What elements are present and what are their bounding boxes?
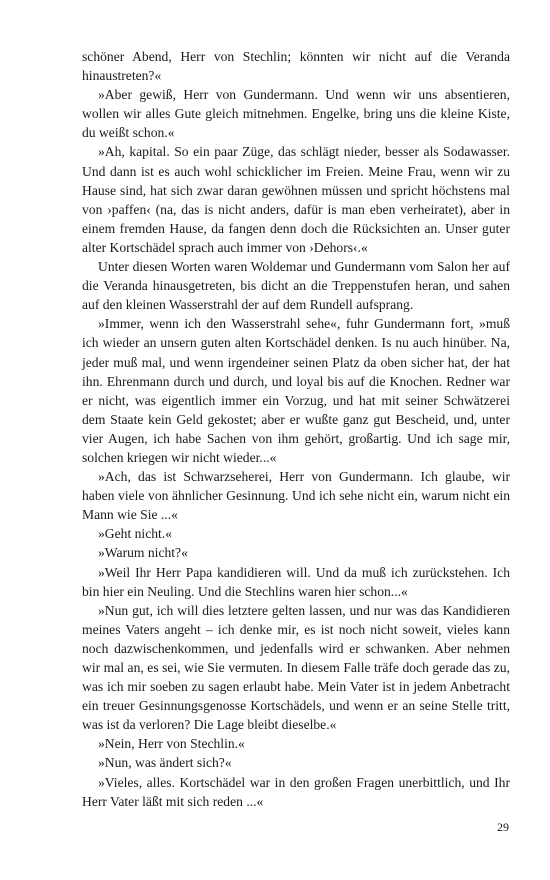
paragraph: »Aber gewiß, Herr von Gundermann. Und wenn wir uns absentieren, wollen wir alles Gute gleich mitnehmen. Engelke, bring uns die kleine Kiste, du weißt schon.« [82,87,510,141]
paragraph: »Ach, das ist Schwarzseherei, Herr von Gundermann. Ich glaube, wir haben viele von ähnlicher Gesinnung. Und ich sehe nicht ein, warum nicht ein Mann wie Sie ...« [82,469,510,523]
paragraph: »Vieles, alles. Kortschädel war in den großen Fragen unerbittlich, und Ihr Herr Vater läßt mit sich reden ...« [82,774,510,809]
paragraph: »Nun gut, ich will dies letztere gelten lassen, und nur was das Kandidieren meines Vaters angeht – ich denke mir, es ist noch nicht soweit, vieles kann noch dazwischenkommen, und jedenfalls wird er schwanken. Aber nehmen wir mal an, es sei, wie Sie vermuten. In diesem Falle träfe doch gerade das zu, was ich mir soeben zu sagen erlaubt habe. Mein Vater ist in jedem Anbetracht ein treuer Gesinnungsgenosse Kortschädels, und wenn er an seine Stelle tritt, was ist da verloren? Die Lage bleibt dieselbe.« [82,602,510,733]
body-text [82,47,510,811]
paragraph: »Ah, kapital. So ein paar Züge, das schlägt nieder, besser als Sodawasser. Und dann ist es auch wohl schicklicher im Freien. Meine Frau, wenn wir zu Hause sind, hat sich zwar daran gewöhnen müssen und spricht höchstens mal von ›paffen‹ (na, das is nicht anders, dafür is man eben verheiratet), aber in einem fremden Hause, da fangen denn doch die Rücksichten an. Unser guter alter Kortschädel sprach auch immer von ›Dehors‹.« [82,144,510,255]
page-number: 29 [497,820,509,834]
paragraph: »Geht nicht.« [98,526,172,542]
paragraph: »Nein, Herr von Stechlin.« [98,736,245,752]
paragraph: »Weil Ihr Herr Papa kandidieren will. Und da muß ich zurückstehen. Ich bin hier ein Neuling. Und die Stechlins waren hier schon...« [82,564,510,599]
paragraph: »Immer, wenn ich den Wasserstrahl sehe«, fuhr Gundermann fort, »muß ich wieder an unsern guten alten Kortschädel denken. Is nu auch hinüber. Na, jeder muß mal, und wenn irgendeiner seinen Platz da oben sicher hat, der hat ihn. Ehrenmann durch und durch, und loyal bis auf die Knochen. Redner war er nicht, was eigentlich immer ein Vorzug, und hat mit seiner Schwätzerei dem Staate kein Geld gekostet; aber er wußte ganz gut Bescheid, und, unter vier Augen, ich habe Sachen von ihm gehört, großartig. Und ich sage mir, solchen kriegen wir nicht wieder...« [82,316,510,465]
paragraph: Unter diesen Worten waren Woldemar und Gundermann vom Salon her auf die Veranda hinausgetreten, bis dicht an die Treppenstufen heran, und sahen auf den kleinen Wasserstrahl der auf dem Rundell aufsprang. [82,259,510,313]
paragraph: schöner Abend, Herr von Stechlin; könnten wir nicht auf die Veranda hinaustreten?« [82,49,510,84]
paragraph: »Warum nicht?« [98,545,188,561]
paragraph: »Nun, was ändert sich?« [98,755,232,771]
